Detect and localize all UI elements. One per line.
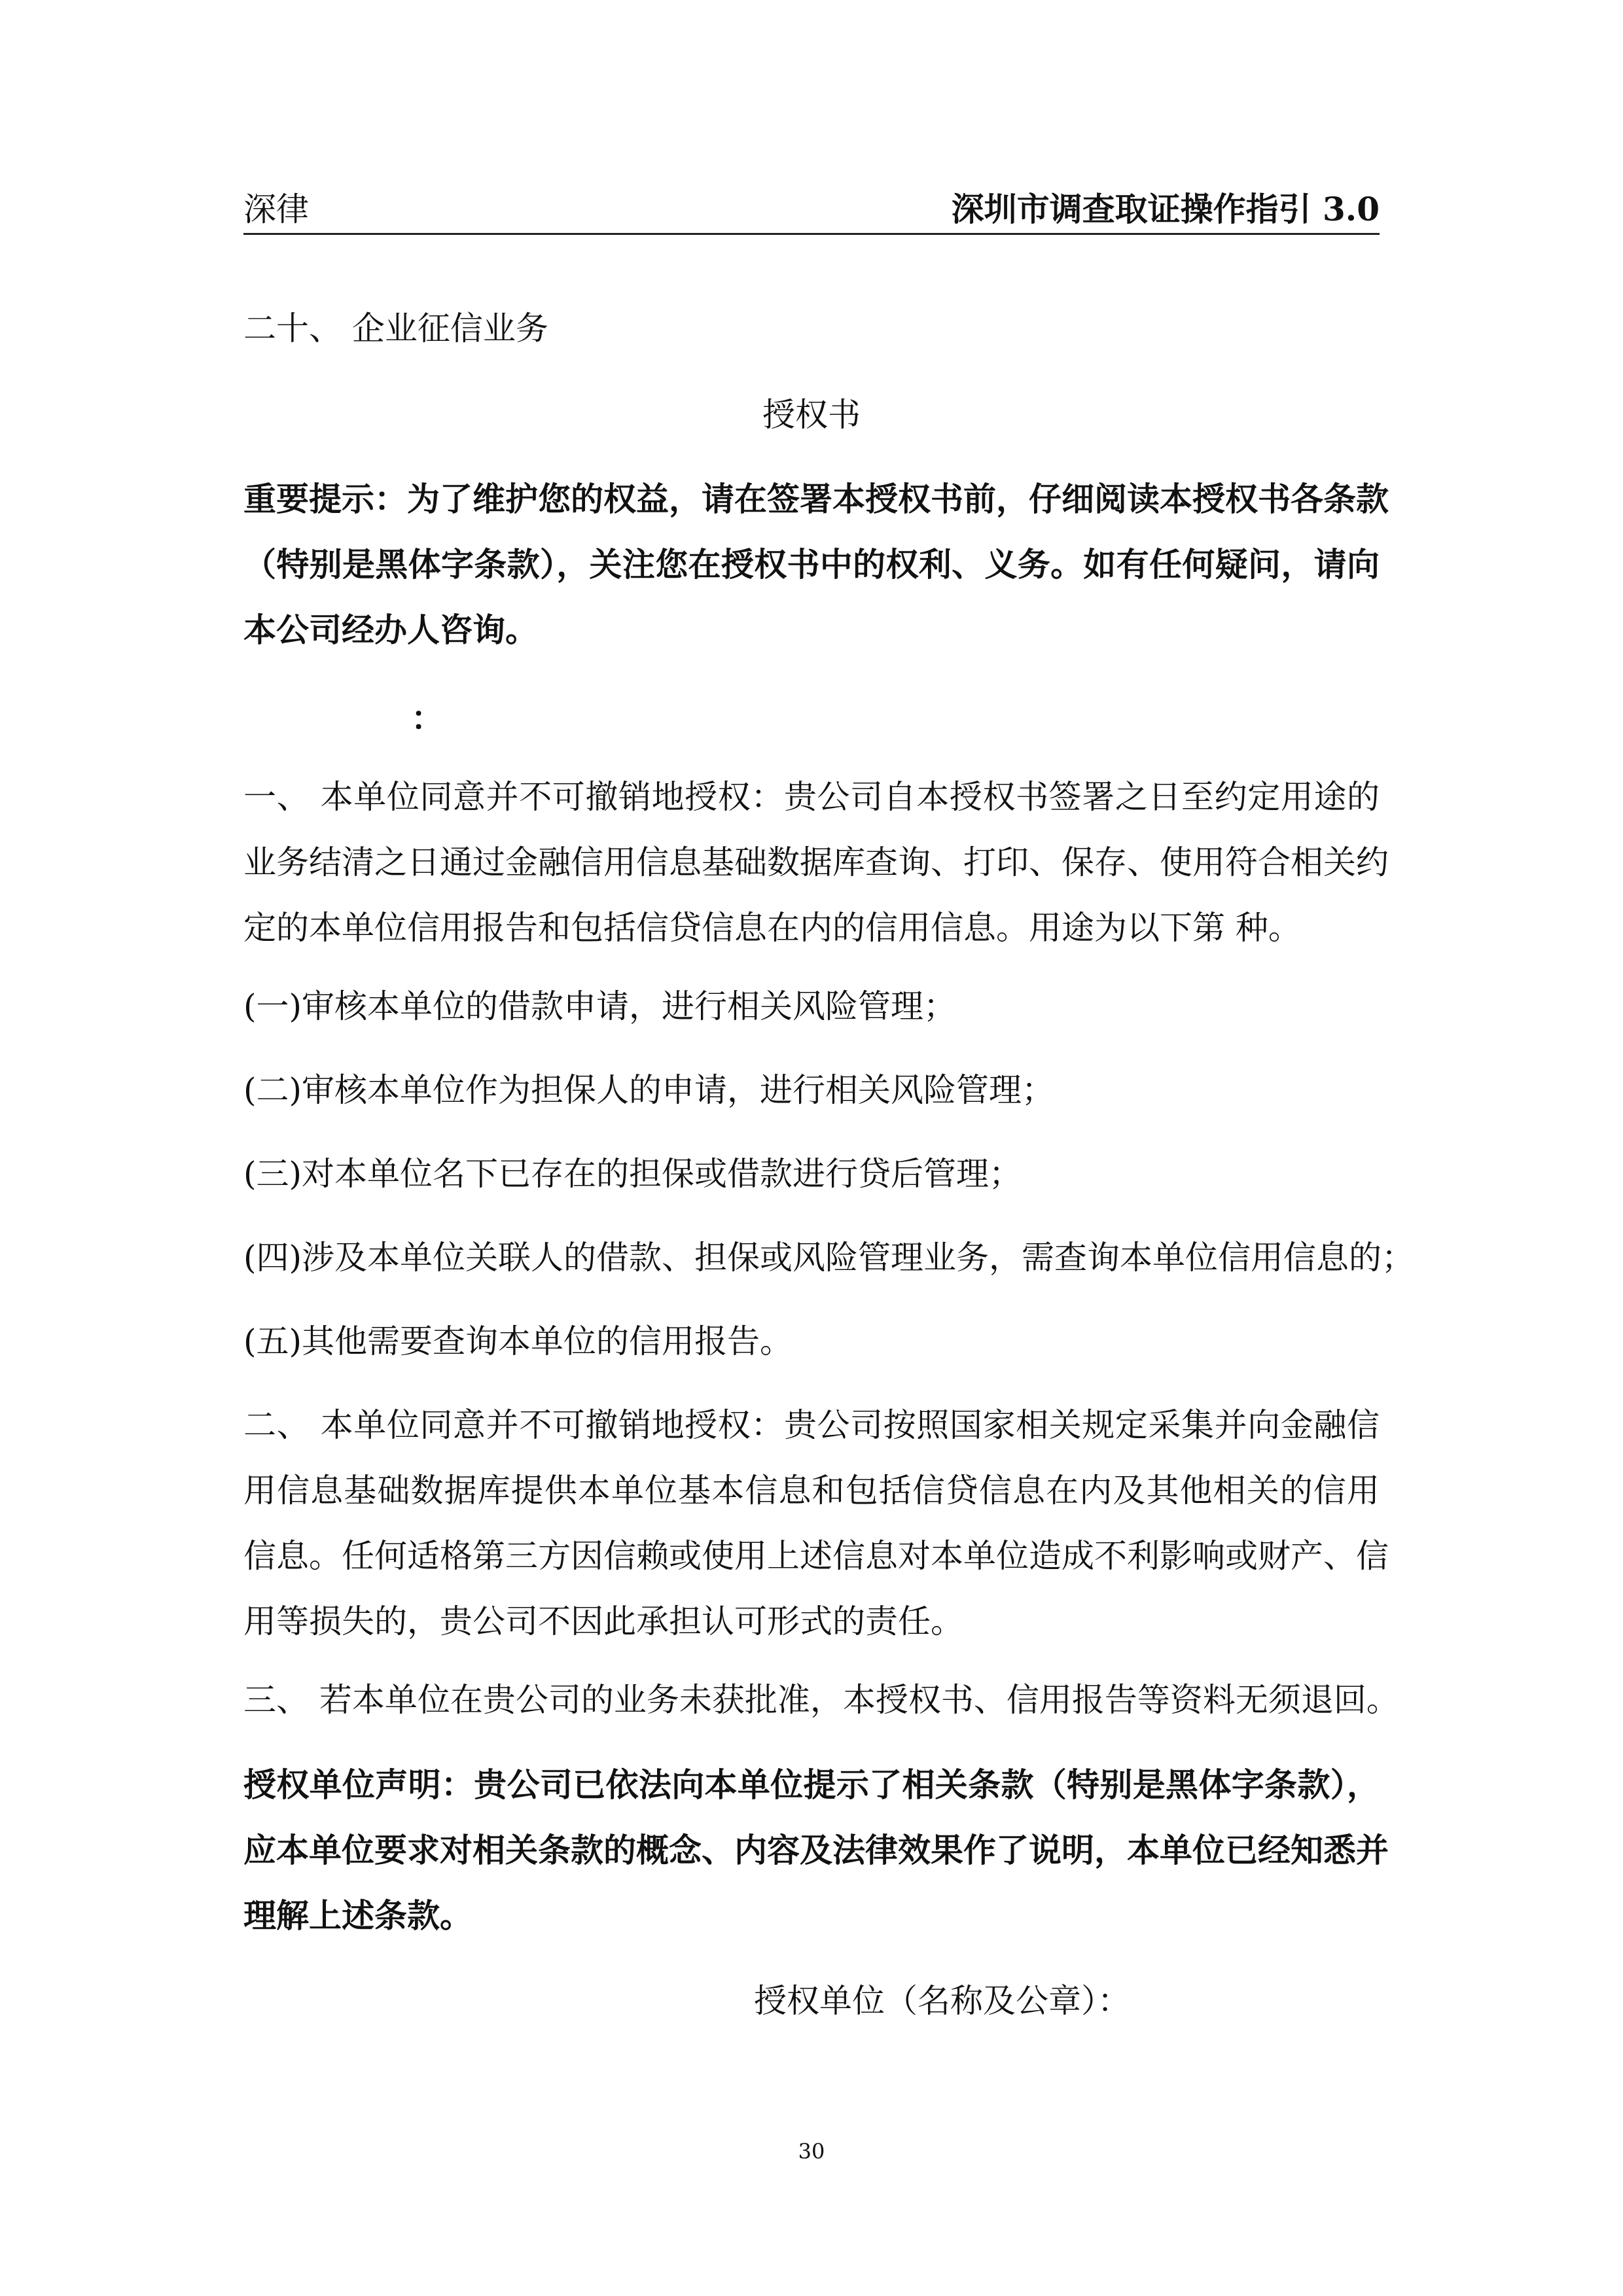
notice-line: 本公司经办人咨询。 xyxy=(243,610,538,649)
clause-line: 定的本单位信用报告和包括信贷信息在内的信用信息。用途为以下第 种。 xyxy=(243,909,1301,947)
clause-line: 信息。任何适格第三方因信赖或使用上述信息对本单位造成不利影响或财产、信 xyxy=(243,1537,1389,1575)
declaration-line: 理解上述条款。 xyxy=(243,1896,473,1935)
clause-line: 用等损失的，贵公司不因此承担认可形式的责任。 xyxy=(243,1602,963,1640)
purpose-item: (一)审核本单位的借款申请，进行相关风险管理； xyxy=(243,987,957,1025)
clause-line: 业务结清之日通过金融信用信息基础数据库查询、打印、保存、使用符合相关约 xyxy=(243,843,1389,881)
document-title: 授权书 xyxy=(762,396,861,434)
declaration-line: 授权单位声明：贵公司已依法向本单位提示了相关条款（特别是黑体字条款）， xyxy=(243,1765,1380,1804)
notice-line: （特别是黑体字条款），关注您在授权书中的权利、义务。如有任何疑问，请向 xyxy=(243,545,1380,584)
addressee-colon: ： xyxy=(411,699,444,737)
clause-line: 二、 本单位同意并不可撤销地授权：贵公司按照国家相关规定采集并向金融信 xyxy=(243,1406,1380,1444)
purpose-item: (三)对本单位名下已存在的担保或借款进行贷后管理； xyxy=(243,1155,1022,1193)
declaration-line: 应本单位要求对相关条款的概念、内容及法律效果作了说明，本单位已经知悉并 xyxy=(243,1831,1389,1869)
notice-line: 重要提示：为了维护您的权益，请在签署本授权书前，仔细阅读本授权书各条款 xyxy=(243,480,1389,518)
section-title: 二十、 企业征信业务 xyxy=(243,309,548,347)
header-left-label: 深律 xyxy=(243,190,309,228)
header-divider xyxy=(243,233,1380,235)
clause-line: 一、 本单位同意并不可撤销地授权：贵公司自本授权书签署之日至约定用途的 xyxy=(243,778,1380,816)
purpose-item: (二)审核本单位作为担保人的申请，进行相关风险管理； xyxy=(243,1071,1055,1109)
purpose-item: (四)涉及本单位关联人的借款、担保或风险管理业务，需查询本单位信用信息的； xyxy=(243,1239,1415,1277)
header-document-title: 深圳市调查取证操作指引 3.0 xyxy=(951,190,1380,228)
page-number: 30 xyxy=(798,2139,825,2164)
clause-3: 三、 若本单位在贵公司的业务未获批准，本授权书、信用报告等资料无须退回。 xyxy=(243,1681,1399,1719)
clause-line: 用信息基础数据库提供本单位基本信息和包括信贷信息在内及其他相关的信用 xyxy=(243,1472,1380,1510)
signature-label: 授权单位（名称及公章）： xyxy=(754,1982,1130,2020)
purpose-item: (五)其他需要查询本单位的信用报告。 xyxy=(243,1322,793,1360)
